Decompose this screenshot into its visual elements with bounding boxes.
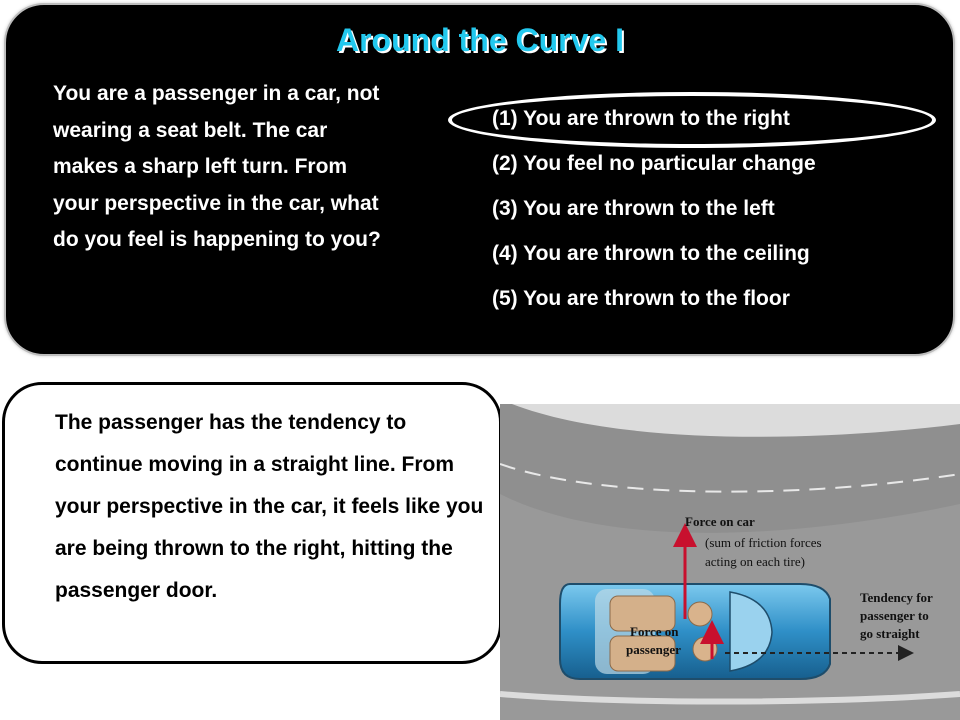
force-on-car-sub1: (sum of friction forces [705, 535, 822, 550]
question-text: You are a passenger in a car, not wearing a seat belt. The car makes a sharp left turn. From your perspective in the car, what do you feel is happening to you? [53, 82, 381, 251]
tendency-label-3: go straight [860, 626, 920, 641]
force-on-car-sub2: acting on each tire) [705, 554, 805, 569]
force-on-passenger-label-1: Force on [630, 624, 679, 639]
car [560, 584, 830, 679]
tendency-label-1: Tendency for [860, 590, 933, 605]
choice-2[interactable]: (2) You feel no particular change [492, 152, 816, 175]
choice-4[interactable]: (4) You are thrown to the ceiling [492, 242, 810, 265]
force-on-car-label: Force on car [685, 514, 755, 529]
tendency-label-2: passenger to [860, 608, 929, 623]
car-turn-figure [500, 404, 960, 720]
force-on-passenger-label-2: passenger [626, 642, 681, 657]
choice-3[interactable]: (3) You are thrown to the left [492, 197, 775, 220]
choice-list [492, 100, 816, 325]
choice-1[interactable]: (1) You are thrown to the right [492, 107, 790, 130]
choice-5[interactable]: (5) You are thrown to the floor [492, 287, 790, 310]
slide-title: Around the Curve I [335, 22, 624, 58]
answer-text: The passenger has the tendency to continue moving in a straight line. From your perspective in the car, it feels like you are being thrown to the right, hitting the passenger door. [55, 411, 484, 602]
